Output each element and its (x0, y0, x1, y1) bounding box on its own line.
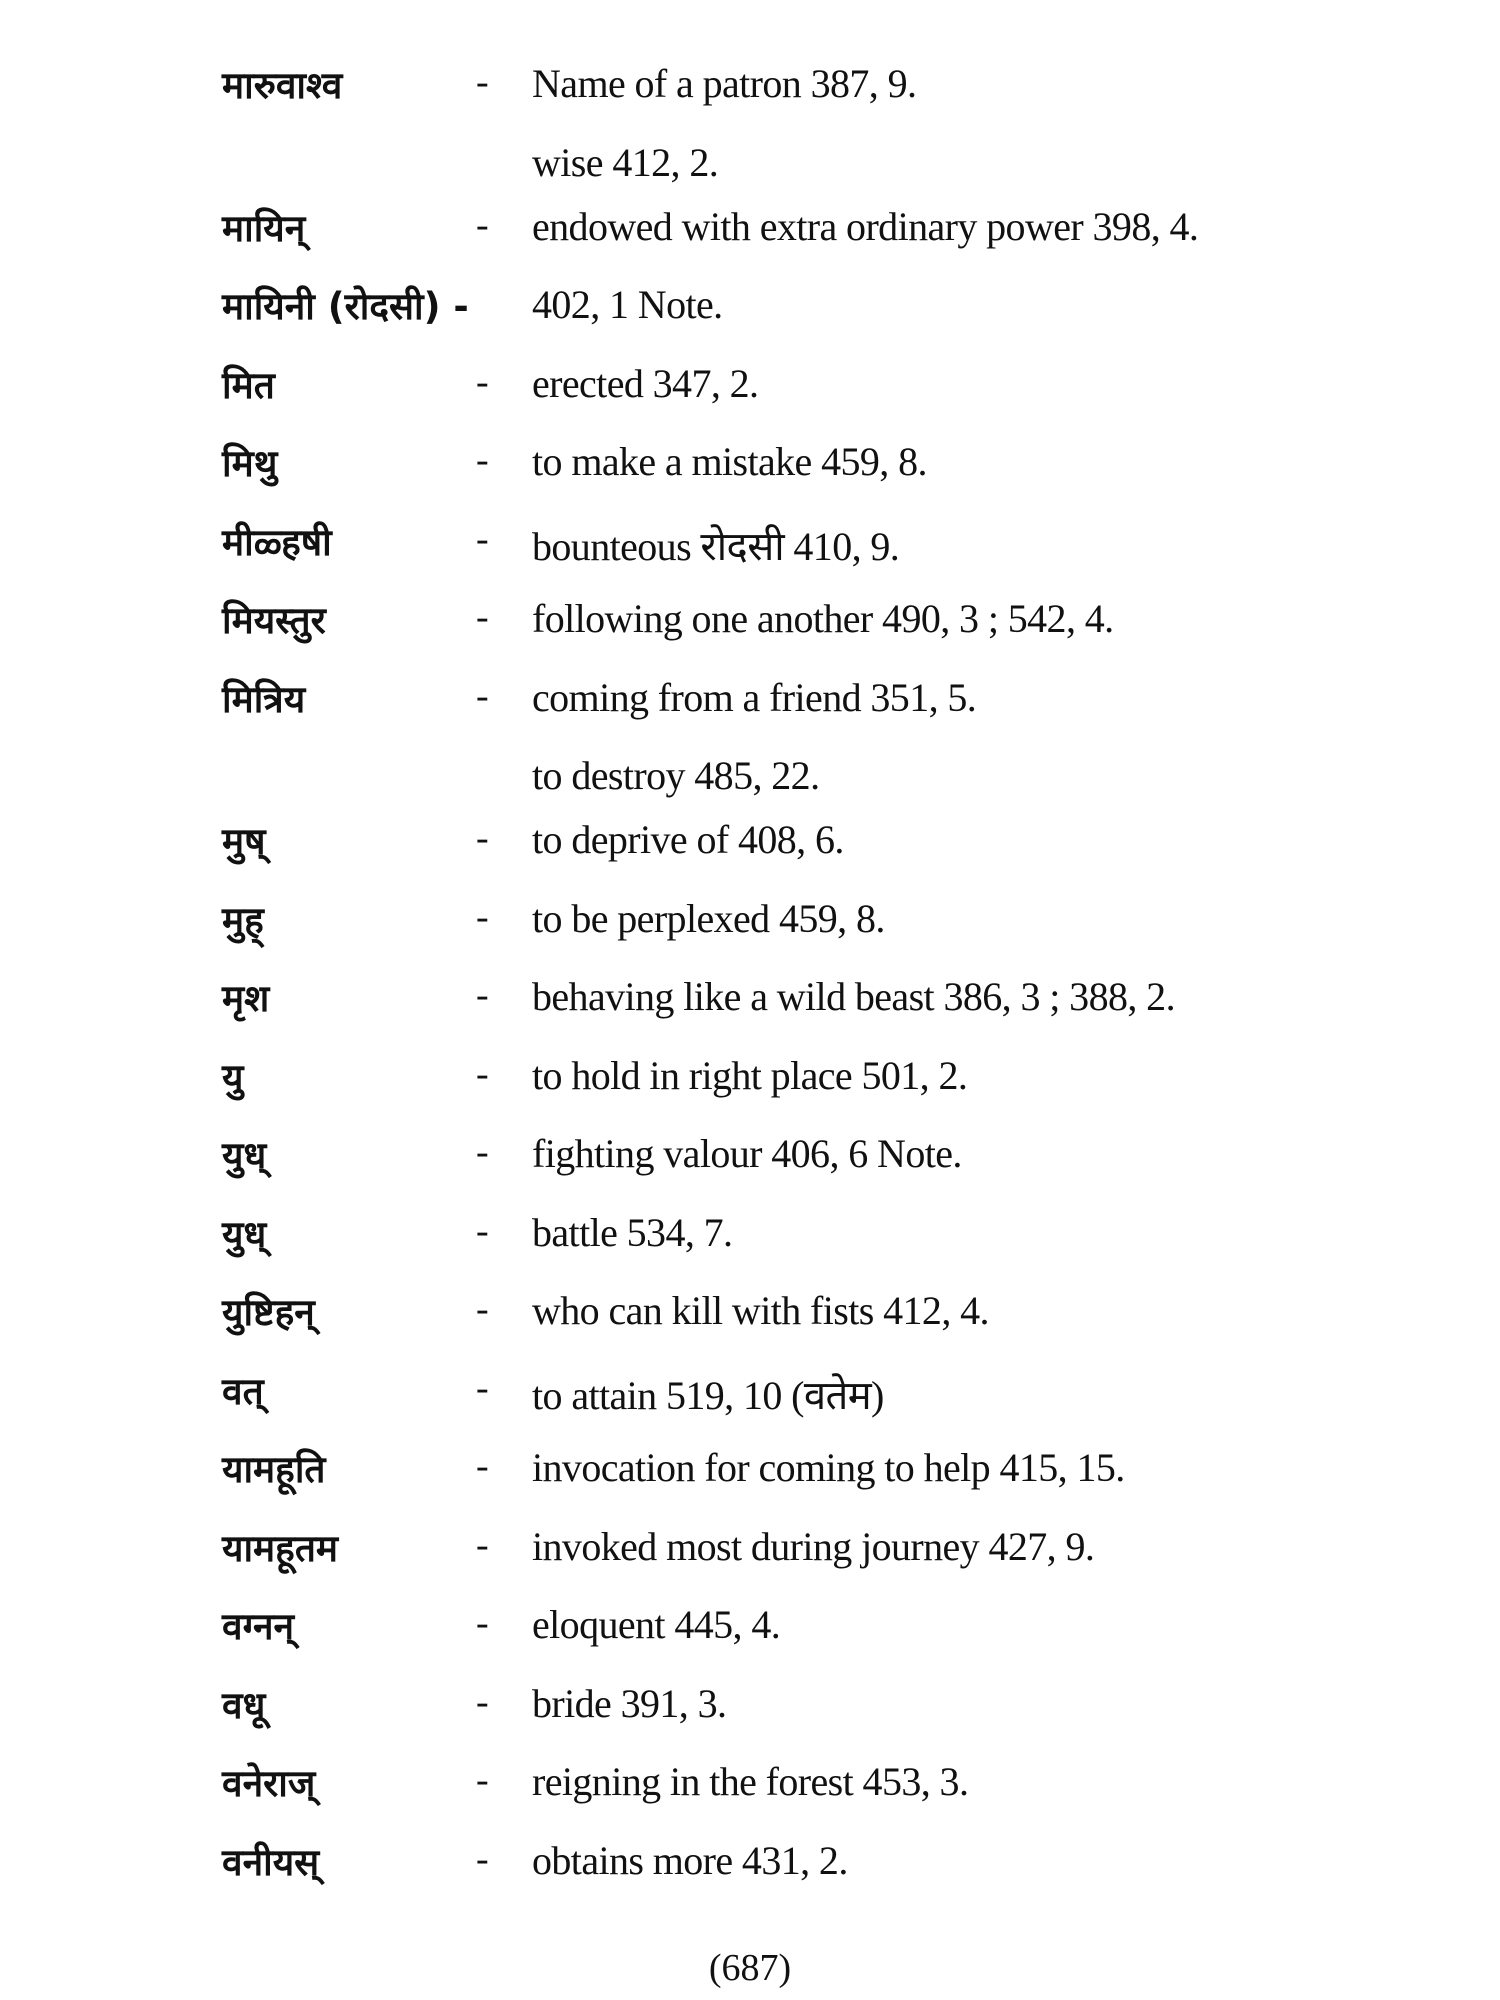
entry-definition: reigning in the forest 453, 3. (532, 1759, 969, 1804)
entry-dash: - (476, 439, 489, 481)
glossary-entry (0, 961, 1500, 1040)
entry-definition: erected 347, 2. (532, 360, 759, 406)
entry-dash: - (476, 895, 489, 938)
entry-word: वधू (222, 1683, 266, 1727)
entry-dash: - (476, 61, 489, 103)
entry-word: मृश (222, 977, 270, 1020)
glossary-entry (0, 1746, 1500, 1825)
glossary-entry (0, 1511, 1500, 1590)
entry-definition: to deprive of 408, 6. (532, 817, 844, 862)
entry-word: वनेराज् (222, 1762, 316, 1805)
glossary-entry (0, 1825, 1500, 1904)
glossary-entry (0, 1040, 1500, 1119)
entry-dash: - (476, 1052, 489, 1095)
entry-definition: who can kill with fists 412, 4. (532, 1288, 989, 1333)
entry-dash: - (476, 1759, 489, 1801)
entry-dash: - (476, 1131, 489, 1173)
entry-definition: to hold in right place 501, 2. (532, 1052, 968, 1098)
glossary-entry (0, 804, 1500, 883)
entry-word: मियस्तुर (222, 599, 326, 642)
glossary-entry (0, 348, 1500, 427)
entry-word: मुष् (222, 820, 266, 863)
entry-definition: to destroy 485, 22. (532, 753, 820, 798)
glossary-entry (0, 269, 1500, 348)
entry-word: यामहूतम (222, 1526, 339, 1570)
entry-dash: - (476, 596, 489, 638)
glossary-entry (0, 1589, 1500, 1668)
entry-dash: - (476, 1837, 489, 1880)
entry-dash: - (476, 517, 489, 560)
glossary-entry (0, 883, 1500, 962)
entry-definition: 402, 1 Note. (532, 282, 723, 327)
entry-definition: wise 412, 2. (532, 139, 719, 185)
entry-dash: - (476, 1445, 489, 1487)
entry-word: यामहूति (222, 1448, 326, 1491)
entry-word: मायिनी (रोदसी) - (222, 285, 469, 328)
entry-word: युध् (222, 1134, 267, 1177)
entry-definition: following one another 490, 3 ; 542, 4. (532, 596, 1114, 641)
entry-definition: bride 391, 3. (532, 1680, 727, 1726)
glossary-list (0, 48, 1500, 1903)
entry-word: मारुवाश्व (222, 64, 343, 107)
entry-definition: fighting valour 406, 6 Note. (532, 1131, 962, 1176)
glossary-entry (0, 583, 1500, 662)
glossary-entry (0, 1668, 1500, 1747)
entry-word: वत् (222, 1369, 264, 1413)
entry-dash: - (476, 1602, 489, 1644)
entry-dash: - (476, 1366, 489, 1409)
entry-dash: - (476, 674, 489, 717)
glossary-entry (0, 191, 1500, 270)
entry-definition: invocation for coming to help 415, 15. (532, 1445, 1125, 1490)
glossary-entry (0, 1432, 1500, 1511)
entry-word: यु (222, 1055, 244, 1099)
entry-dash: - (476, 360, 489, 403)
page-number: (687) (708, 1947, 792, 1989)
entry-word: वग्नन् (222, 1605, 295, 1648)
entry-definition: to attain 519, 10 (वतेम) (532, 1372, 884, 1418)
glossary-entry (0, 1118, 1500, 1197)
glossary-entry (0, 1354, 1500, 1433)
entry-word: मुह् (222, 898, 264, 942)
glossary-entry (0, 505, 1500, 584)
entry-dash: - (476, 1523, 489, 1566)
entry-definition: battle 534, 7. (532, 1209, 733, 1255)
entry-word: मिथु (222, 442, 278, 485)
entry-dash: - (476, 1209, 489, 1252)
entry-definition: endowed with extra ordinary power 398, 4. (532, 203, 1199, 249)
entry-definition: invoked most during journey 427, 9. (532, 1523, 1095, 1569)
entry-definition: coming from a friend 351, 5. (532, 674, 977, 720)
entry-word: युध् (222, 1212, 267, 1256)
entry-word: वनीयस् (222, 1840, 320, 1884)
entry-definition: eloquent 445, 4. (532, 1602, 781, 1647)
entry-dash: - (476, 1680, 489, 1723)
entry-word: मित (222, 363, 275, 407)
entry-dash: - (476, 817, 489, 859)
entry-word: मित्रिय (222, 677, 306, 721)
glossary-entry (0, 426, 1500, 505)
entry-dash: - (476, 1288, 489, 1330)
entry-word: मीळ्हषी (222, 520, 332, 564)
glossary-entry (0, 662, 1500, 741)
entry-definition: behaving like a wild beast 386, 3 ; 388, 2. (532, 974, 1175, 1019)
entry-definition: obtains more 431, 2. (532, 1837, 848, 1883)
entry-definition: to make a mistake 459, 8. (532, 439, 927, 484)
entry-definition: Name of a patron 387, 9. (532, 61, 917, 106)
entry-dash: - (476, 974, 489, 1016)
glossary-entry (0, 1197, 1500, 1276)
entry-dash: - (476, 203, 489, 246)
entry-definition: to be perplexed 459, 8. (532, 895, 885, 941)
glossary-entry (0, 1275, 1500, 1354)
glossary-entry (0, 48, 1500, 127)
glossary-entry-continuation (0, 740, 1500, 804)
entry-word: मायिन् (222, 206, 306, 250)
glossary-entry-continuation (0, 127, 1500, 191)
entry-definition: bounteous रोदसी 410, 9. (532, 523, 900, 569)
entry-word: युष्टिहन् (222, 1291, 315, 1334)
